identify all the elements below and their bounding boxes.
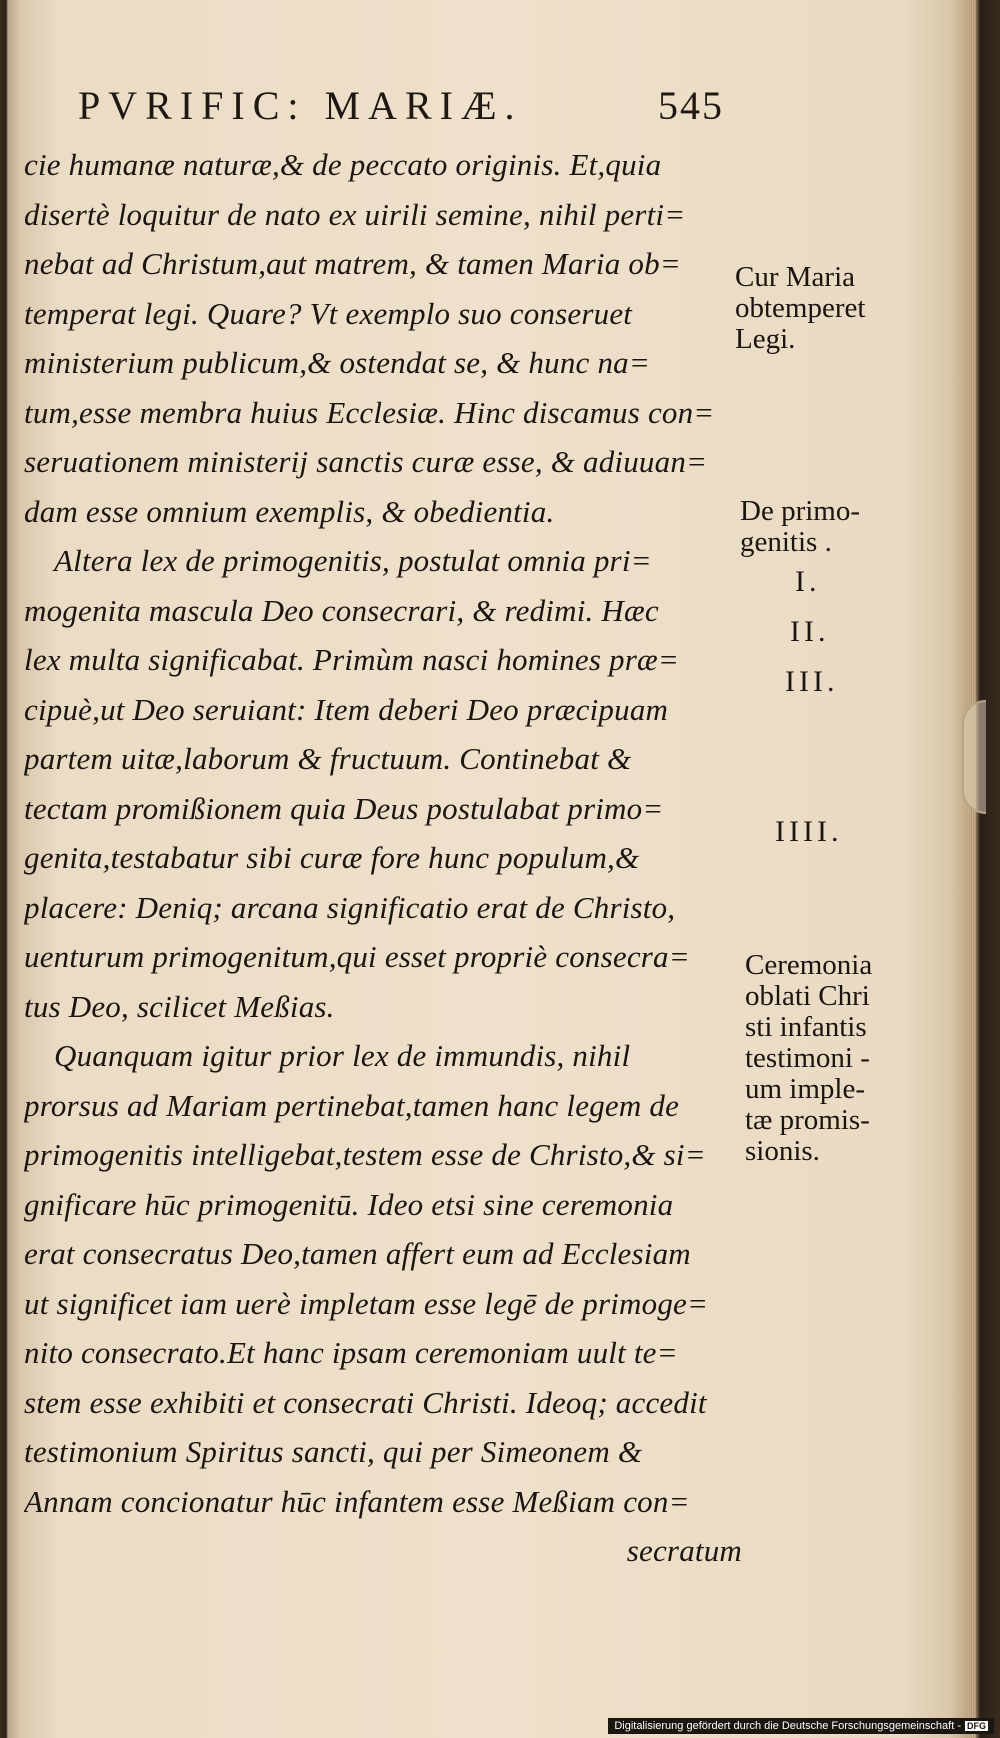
text-line: Annam concionatur hūc infantem esse Meßiam con= (24, 1483, 690, 1519)
margin-note-line: Cur Maria (735, 261, 855, 293)
text-line: tum,esse membra huius Ecclesiæ. Hinc discamus con= (24, 394, 715, 430)
running-title: PVRIFIC: MARIÆ. (78, 83, 523, 128)
text-line: testimonium Spiritus sancti, qui per Simeonem & (24, 1434, 643, 1469)
margin-note-line: tæ promis- (745, 1104, 870, 1136)
text-line: nebat ad Christum,aut matrem, & tamen Maria ob= (24, 246, 681, 281)
margin-numeral-1: I. (795, 565, 821, 598)
text-line: cipuè,ut Deo seruiant: Item deberi Deo præcipuam (24, 691, 669, 727)
margin-note-ceremonia (745, 950, 872, 1167)
margin-numeral-4: IIII. (775, 815, 843, 848)
text-line: cie humanæ naturæ,& de peccato originis. Et,quia (24, 147, 662, 182)
text-line: tus Deo, scilicet Meßias. (24, 988, 335, 1024)
text-line: gnificare hūc primogenitū. Ideo etsi sine ceremonia (24, 1186, 674, 1222)
text-line: ut significet iam uerè impletam esse legē de primoge= (24, 1285, 709, 1321)
text-line: ministerium publicum,& ostendat se, & hunc na= (24, 345, 650, 380)
text-line: disertè loquitur de nato ex uirili semine, nihil perti= (24, 196, 686, 232)
margin-numeral-2: II. (790, 615, 830, 648)
margin-note-primogenitis (740, 496, 860, 558)
text-line: prorsus ad Mariam pertinebat,tamen hanc legem de (24, 1087, 680, 1123)
credit-text: Digitalisierung gefördert durch die Deutsche Forschungsgemeinschaft - (614, 1720, 961, 1732)
text-line: erat consecratus Deo,tamen affert eum ad Ecclesiam (24, 1236, 691, 1271)
margin-numeral-3: III. (785, 665, 839, 698)
text-line: secratum (626, 1533, 742, 1568)
margin-note-line: De primo- (740, 495, 860, 527)
page-header (78, 82, 724, 132)
text-line: uenturum primogenitum,qui esset propriè consecra= (24, 939, 690, 974)
text-line: stem esse exhibiti et consecrati Christi. Ideoq; accedit (24, 1384, 707, 1420)
text-line: lex multa significabat. Primùm nasci homines præ= (24, 642, 679, 677)
text-line: partem uitæ,laborum & fructuum. Continebat & (24, 741, 632, 776)
page-clip (962, 700, 986, 814)
dfg-logo: DFG (967, 1721, 986, 1731)
text-line: seruationem ministerij sanctis curæ esse, & adiuuan= (24, 444, 708, 479)
text-line: placere: Deniq; arcana significatio erat de Christo, (24, 889, 676, 925)
margin-note-line: um imple- (745, 1073, 866, 1105)
margin-note-line: sionis. (745, 1135, 820, 1167)
text-line: genita,testabatur sibi curæ fore hunc populum,& (24, 840, 640, 875)
margin-note-line: Ceremonia (745, 949, 873, 981)
text-line: tectam promißionem quia Deus postulabat primo= (24, 790, 664, 826)
digitization-credit (608, 1718, 994, 1734)
text-line: Quanquam igitur prior lex de immundis, nihil (54, 1038, 631, 1073)
page-edge (968, 0, 976, 1738)
text-line: temperat legi. Quare? Vt exemplo suo conseruet (24, 295, 633, 331)
text-line: mogenita mascula Deo consecrari, & redimi. Hæc (24, 592, 659, 628)
margin-note-line: sti infantis (745, 1011, 867, 1043)
margin-note-line: genitis . (740, 526, 832, 558)
margin-note-cur-maria (735, 262, 865, 355)
margin-note-line: oblati Chri (745, 980, 870, 1012)
margin-note-line: obtemperet (735, 292, 866, 324)
text-line: nito consecrato.Et hanc ipsam ceremoniam uult te= (24, 1335, 678, 1370)
body-text (24, 140, 744, 1576)
page-number: 545 (658, 83, 724, 128)
text-line: Altera lex de primogenitis, postulat omnia pri= (54, 543, 652, 578)
text-line: dam esse omnium exemplis, & obedientia. (24, 493, 555, 529)
margin-note-line: Legi. (735, 323, 796, 355)
text-line: primogenitis intelligebat,testem esse de Christo,& si= (24, 1137, 706, 1172)
margin-note-line: testimoni - (745, 1042, 870, 1074)
